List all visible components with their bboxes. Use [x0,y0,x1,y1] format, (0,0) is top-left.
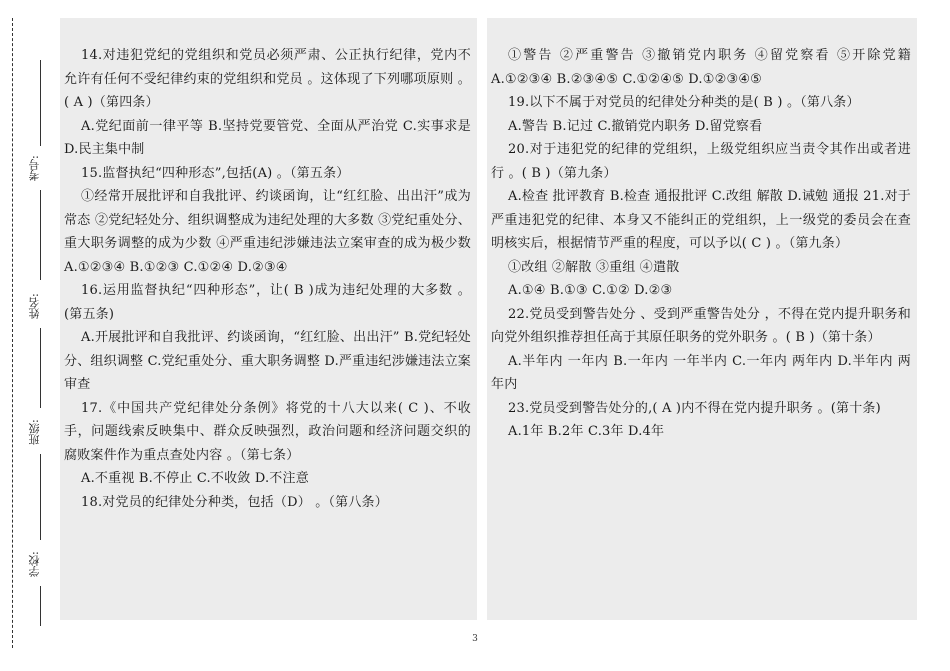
question-18: 18.对党员的纪律处分种类，包括（D） 。（第八条） [81,494,388,510]
question-17-options: A.不重视 B.不停止 C.不收敛 D.不注意 [81,471,309,486]
name-rule [40,328,41,408]
question-20: 20.对于违犯党的纪律的党组织，上级党组织应当责令其作出或者进行 。( B )（第九条） [491,142,911,181]
question-18-items: ①警告 ②严重警告 ③撤销党内职务 ④留党察看 ⑤开除党籍 A.①②③④ B.②③④⑤ C.①②④⑤ D.①②③④⑤ [491,48,911,87]
exam-number-rule [40,60,41,146]
binding-dashed-line [12,18,13,648]
question-19-options: A.警告 B.记过 C.撤销党内职务 D.留党察看 [508,118,763,134]
page-number: 3 [472,634,478,644]
school-rule [40,586,41,626]
question-23-options: A.1年 B.2年 C.3年 D.4年 [508,424,665,439]
exam-number-label: 考号: [28,155,41,181]
class-label: 班级: [28,419,41,445]
question-21-items: ①改组 ②解散 ③重组 ④遣散 [508,259,680,275]
class-rule [40,454,41,540]
question-16-options: A.开展批评和自我批评、约谈函询，“红红脸、出出汗” B.党纪轻处分、组织调整 C.党纪重处分、重大职务调整 D.严重违纪涉嫌违法立案审查 [64,330,471,392]
question-22-options: A.半年内 一年内 B.一年内 一年半内 C.一年内 两年内 D.半年内 两年内 [491,353,911,392]
question-14-options: A.党纪面前一律平等 B.坚持党要管党、全面从严治党 C.实事求是 D.民主集中制 [64,118,471,157]
name-rule-top [40,190,41,280]
question-22: 22.党员受到警告处分 、受到严重警告处分 ，不得在党内提升职务和向党外组织推荐担任高于其原任职务的党外职务 。( B )（第十条） [491,306,911,345]
question-15: 15.监督执纪“四种形态”,包括(A) 。（第五条） [81,165,350,181]
question-17: 17.《中国共产党纪律处分条例》将党的十八大以来( C )、不收手，问题线索反映集中、群众反映强烈，政治问题和经济问题交织的腐败案件作为重点查处内容 。（第七条） [64,400,471,463]
right-column [487,18,917,620]
question-15-items: ①经常开展批评和自我批评、约谈函询，让“红红脸、出出汗”成为常态 ②党纪轻处分、组织调整成为违纪处理的大多数 ③党纪重处分、重大职务调整的成为少数 ④严重违纪涉嫌违法立案审查的成为极少数 A.①②③④ B.①②③ C.①②④ D.②③④ [64,189,471,275]
question-21-options: A.①④ B.①③ C.①② D.②③ [508,283,673,298]
question-23: 23.党员受到警告处分的,( A )内不得在党内提升职务 。(第十条) [508,400,881,416]
question-16: 16.运用监督执纪“四种形态”，让( B )成为违纪处理的大多数 。(第五条) [64,283,471,322]
name-label: 姓名: [28,293,41,319]
question-19: 19.以下不属于对党员的纪律处分种类的是( B ) 。（第八条） [508,95,860,110]
question-14: 14.对违犯党纪的党组织和党员必须严肃、公正执行纪律，党内不允许有任何不受纪律约束的党组织和党员 。这体现了下列哪项原则 。( A )（第四条） [64,48,471,110]
left-column [60,18,477,620]
question-20-options-and-21: A.检查 批评教育 B.检查 通报批评 C.改组 解散 D.诫勉 通报 21.对于严重违犯党的纪律、本身又不能纠正的党组织，上一级党的委员会在查明核实后，根据情节严重的程度，可以予以( C ) 。（第九条） [491,189,911,251]
school-label: 学校: [28,551,41,577]
